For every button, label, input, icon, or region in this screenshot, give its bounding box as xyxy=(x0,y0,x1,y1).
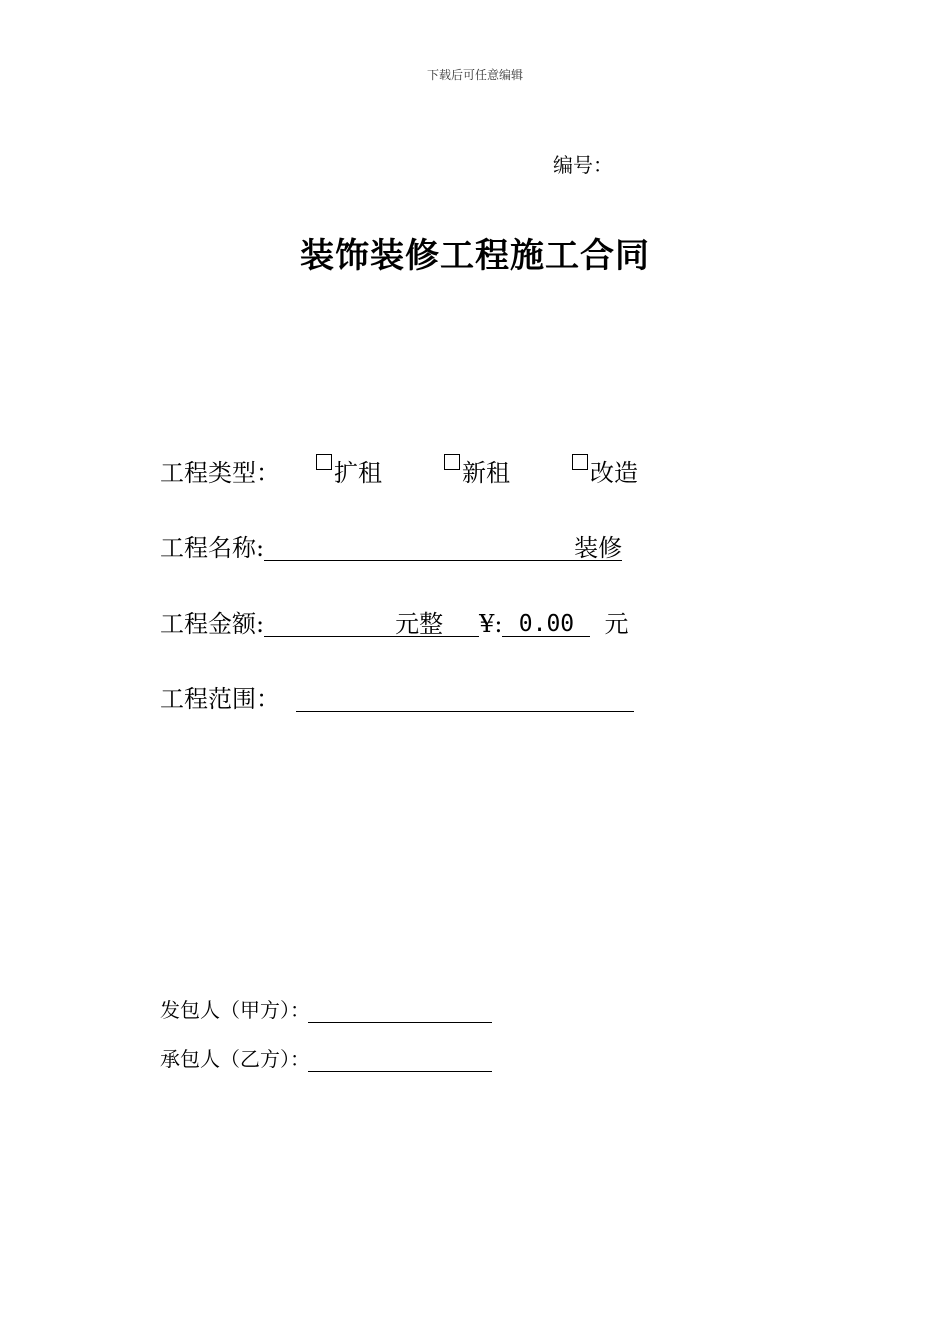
project-name-value: 装修 xyxy=(574,534,623,562)
checkbox-icon[interactable] xyxy=(444,454,460,470)
contractor-field[interactable] xyxy=(308,1044,492,1072)
currency-label: ¥: xyxy=(479,610,503,638)
project-scope-label: 工程范围： xyxy=(160,685,280,713)
option-label: 扩租 xyxy=(334,459,382,487)
amount-figure-value: 0.00 xyxy=(518,611,575,637)
employer-label: 发包人（甲方）： xyxy=(160,998,310,1022)
option-expand-lease[interactable] xyxy=(316,456,382,490)
amount-unit: 元 xyxy=(604,610,629,638)
checkbox-icon[interactable] xyxy=(572,454,588,470)
option-label: 改造 xyxy=(590,459,638,487)
project-name-row xyxy=(160,531,622,565)
contractor-label: 承包人（乙方）： xyxy=(160,1047,310,1071)
amount-words-suffix: 元整 xyxy=(395,610,444,638)
project-name-label: 工程名称: xyxy=(160,534,265,562)
employer-field[interactable] xyxy=(308,995,492,1023)
checkbox-icon[interactable] xyxy=(316,454,332,470)
project-name-field[interactable] xyxy=(264,531,622,561)
project-amount-row xyxy=(160,607,628,641)
amount-words-field[interactable] xyxy=(264,607,479,637)
amount-figure-field[interactable] xyxy=(502,607,590,637)
option-renovation[interactable] xyxy=(572,456,638,490)
document-title: 装饰装修工程施工合同 xyxy=(300,236,650,276)
option-label: 新租 xyxy=(462,459,510,487)
project-scope-field[interactable] xyxy=(296,682,634,712)
project-amount-label: 工程金额: xyxy=(160,610,265,638)
project-type-row xyxy=(160,456,720,490)
option-new-lease[interactable] xyxy=(444,456,510,490)
project-type-label: 工程类型： xyxy=(160,459,280,487)
contract-number-label: 编号： xyxy=(553,153,613,177)
header-note: 下载后可任意编辑 xyxy=(426,68,523,82)
project-scope-row xyxy=(160,682,634,716)
contractor-row xyxy=(160,1044,492,1074)
employer-row xyxy=(160,995,492,1025)
